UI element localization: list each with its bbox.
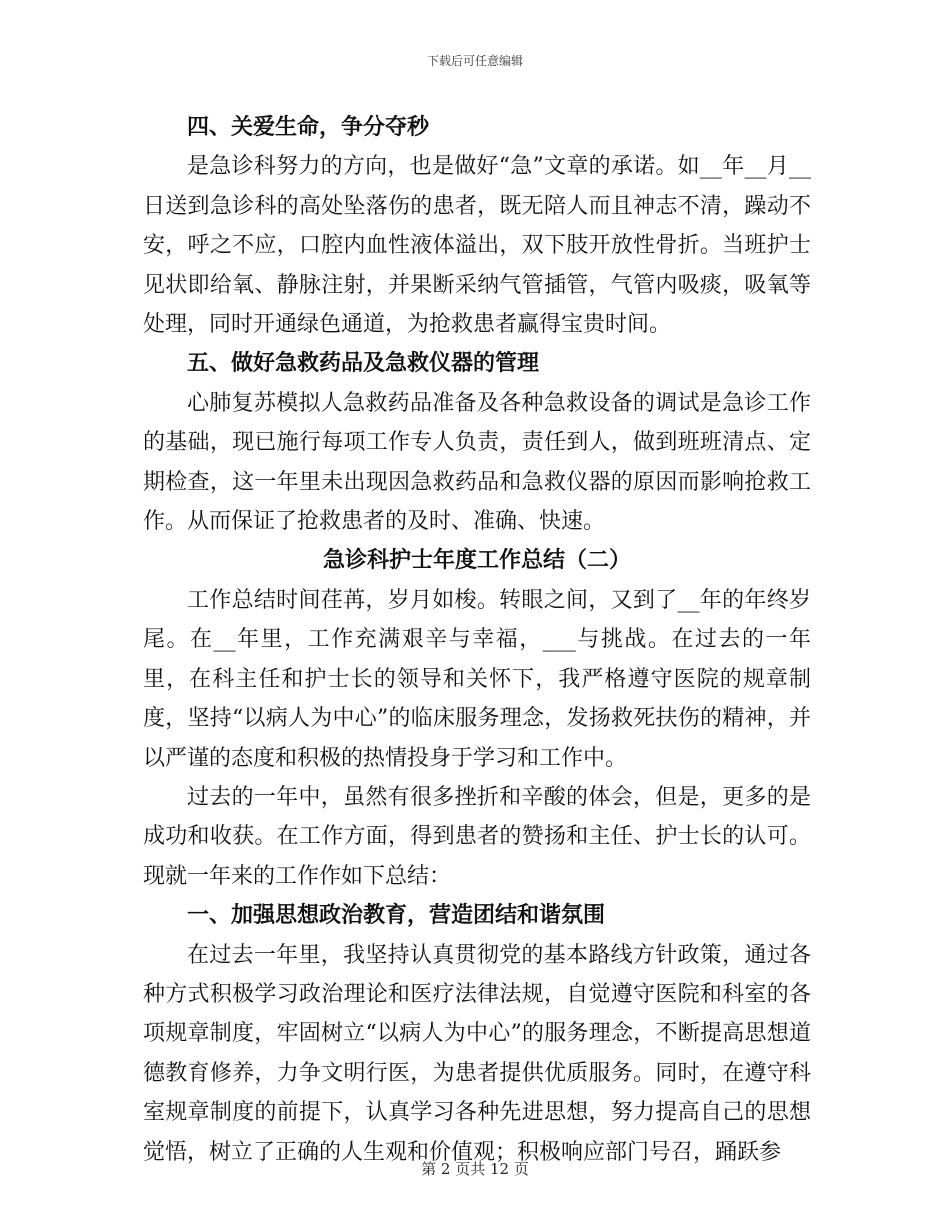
paragraph: 过去的一年中，虽然有很多挫折和辛酸的体会，但是，更多的是成功和收获。在工作方面，得到患者的赞扬和主任、护士长的认可。现就一年来的工作作如下总结：: [143, 784, 811, 889]
document-title: 急诊科护士年度工作总结（二）: [322, 547, 631, 574]
section-heading: 四、关爱生命，争分夺秒: [187, 114, 430, 140]
section-heading: 五、做好急救药品及急救仪器的管理: [187, 350, 540, 377]
page-number: 第 2 页共 12 页: [421, 1160, 529, 1178]
section-heading: 一、加强思想政治教育，营造团结和谐氛围: [187, 902, 606, 929]
paragraph: 是急诊科努力的方向，也是做好“急”文章的承诺。如__年__月__日送到急诊科的高处坠落伤的患者，既无陪人而且神志不清，躁动不安，呼之不应，口腔内血性液体溢出，双下肢开放性骨折。当班护士见状即给氧、静脉注射，并果断采纳气管插管，气管内吸痰，吸氧等处理，同时开通绿色通道，为抢救患者赢得宝贵时间。: [143, 154, 811, 338]
paragraph: 工作总结时间荏苒，岁月如梭。转眼之间，又到了__年的年终岁尾。在__年里，工作充满艰辛与幸福，___与挑战。在过去的一年里，在科主任和护士长的领导和关怀下，我严格遵守医院的规章制度，坚持“以病人为中心”的临床服务理念，发扬救死扶伤的精神，并以严谨的态度和积极的热情投身于学习和工作中。: [143, 587, 811, 771]
document-body: [143, 108, 811, 1172]
paragraph: 心肺复苏模拟人急救药品准备及各种急救设备的调试是急诊工作的基础，现已施行每项工作专人负责，责任到人，做到班班清点、定期检查，这一年里未出现因急救药品和急救仪器的原因而影响抢救工作。从而保证了抢救患者的及时、准确、快速。: [143, 390, 811, 535]
paragraph: 在过去一年里，我坚持认真贯彻党的基本路线方针政策，通过各种方式积极学习政治理论和医疗法律法规，自觉遵守医院和科室的各项规章制度，牢固树立“以病人为中心”的服务理念，不断提高思想道德教育修养，力争文明行医，为患者提供优质服务。同时，在遵守科室规章制度的前提下，认真学习各种先进思想，努力提高自己的思想觉悟，树立了正确的人生观和价值观；积极响应部门号召，踊跃参: [143, 942, 811, 1165]
page-header: 下载后可任意编辑: [426, 54, 523, 68]
